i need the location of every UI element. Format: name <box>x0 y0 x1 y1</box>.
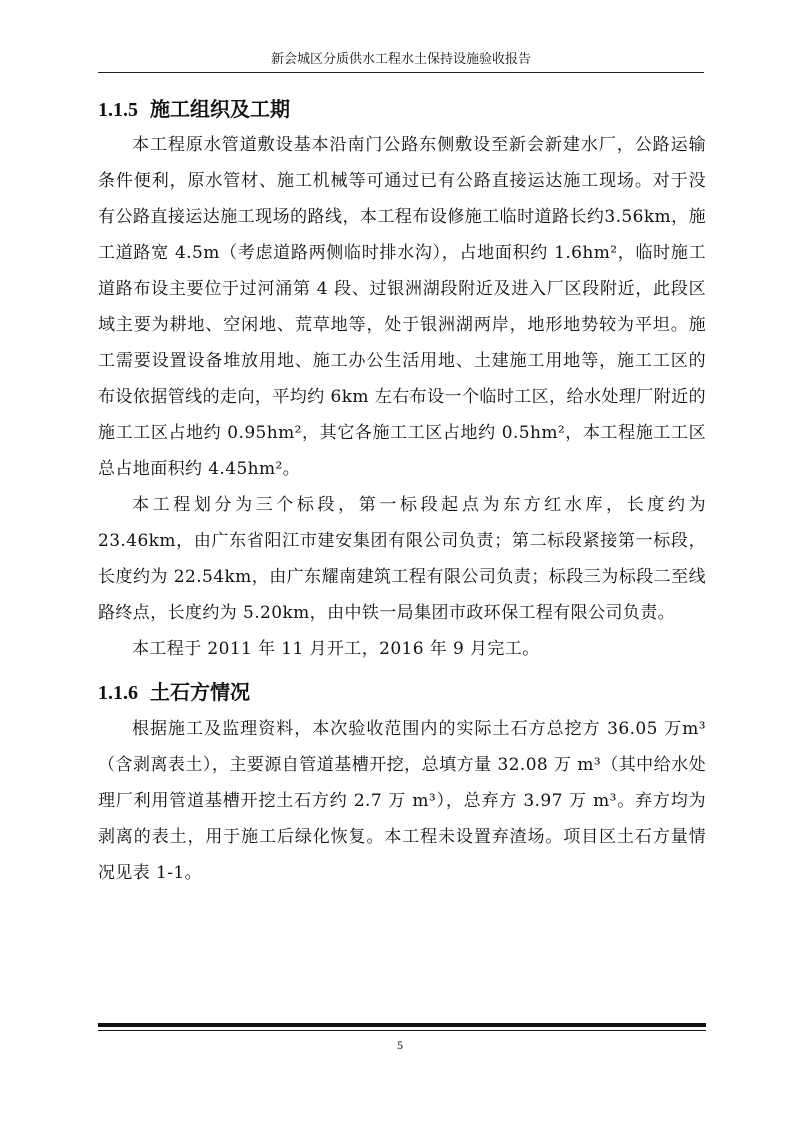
section-heading-1-1-5 <box>98 96 290 123</box>
footer-rule-thick <box>98 1023 706 1027</box>
section-title: 施工组织及工期 <box>150 97 290 121</box>
paragraph-bid-sections: 本工程划分为三个标段，第一标段起点为东方红水库，长度约为23.46km，由广东省阳江市建安集团有限公司负责；第二标段紧接第一标段，长度约为 22.54km，由广东耀南建筑工程有限公司负责；标段三为标段二至线路终点，长度约为 5.20km，由中铁一局集团市政环保工程有限公司负责。 <box>98 495 706 623</box>
footer-rule-thin <box>98 1030 706 1031</box>
running-header: 新会城区分质供水工程水土保持设施验收报告 <box>270 52 531 67</box>
paragraph-schedule: 本工程于 2011 年 11 月开工，2016 年 9 月完工。 <box>132 639 540 659</box>
paragraph-earthwork: 根据施工及监理资料，本次验收范围内的实际土石方总挖方 36.05 万m³（含剥离表土），主要源自管道基槽开挖，总填方量 32.08 万 m³（其中给水处理厂利用管道基槽开挖土石方约 2.7 万 m³），总弃方 3.97 万 m³。弃方均为剥离的表土，用于施工后绿化恢复。本工程未设置弃渣场。项目区土石方量情况见表 1-1。 <box>98 719 706 883</box>
section-number: 1.1.6 <box>98 682 138 704</box>
section-title: 土石方情况 <box>150 680 250 704</box>
section-heading-1-1-6 <box>98 679 250 706</box>
page-number: 5 <box>397 1038 403 1052</box>
section-number: 1.1.5 <box>98 99 138 121</box>
paragraph-construction-organization: 本工程原水管道敷设基本沿南门公路东侧敷设至新会新建水厂，公路运输条件便利，原水管材、施工机械等可通过已有公路直接运达施工现场。对于没有公路直接运达施工现场的路线，本工程布设修施工临时道路长约3.56km，施工道路宽 4.5m（考虑道路两侧临时排水沟），占地面积约 1.6hm²，临时施工道路布设主要位于过河涌第 4 段、过银洲湖段附近及进入厂区段附近，此段区域主要为耕地、空闲地、荒草地等，处于银洲湖两岸，地形地势较为平坦。施工需要设置设备堆放用地、施工办公生活用地、土建施工用地等，施工工区的布设依据管线的走向，平均约 6km 左右布设一个临时工区，给水处理厂附近的施工工区占地约 0.95hm²，其它各施工工区占地约 0.5hm²，本工程施工工区总占地面积约 4.45hm²。 <box>98 135 706 479</box>
header-rule <box>98 72 704 73</box>
